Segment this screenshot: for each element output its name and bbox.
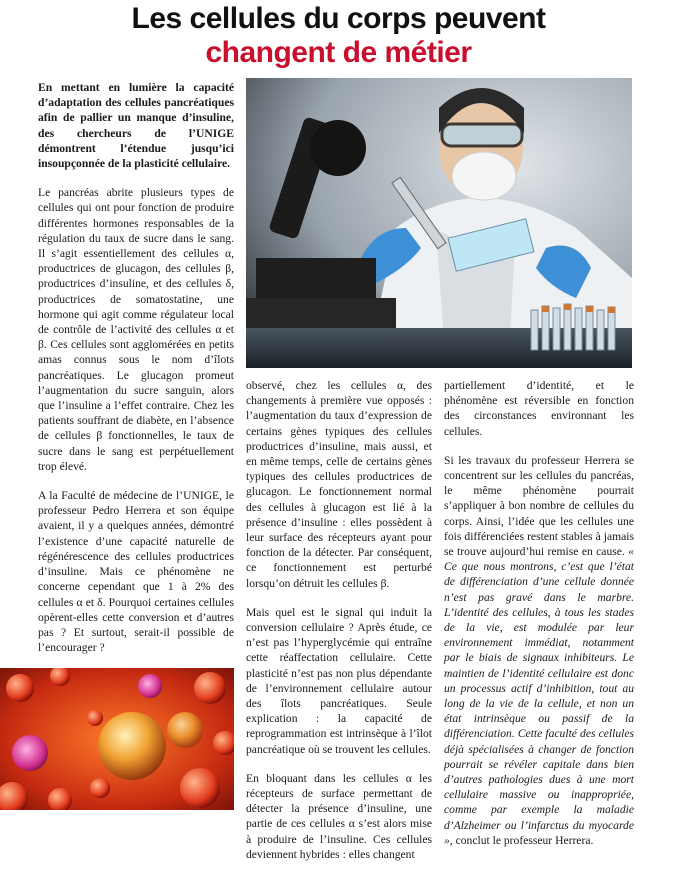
paragraph: A la Faculté de médecine de l’UNIGE, le professeur Pedro Herrera et son équipe avaient, il y a quelques années, démontré l’existence d’une capacité naturelle de régénérescence des cellules productrices d’insuline. Mais ce phénomène ne concerne cependant que 1 à 2% des cellules α et δ. Pourquoi certaines cellules opèrent-elles cette conversion et d’autres pas ? Et surtout, serait-il possible de l’encourager ? (38, 489, 234, 655)
lab-scientist-photo (246, 78, 632, 368)
cells-illustration (0, 668, 234, 810)
article-column-1 (38, 80, 234, 744)
paragraph: Mais quel est le signal qui induit la conversion cellulaire ? Après étude, ce n’est pas l’hyperglycémie qui entraîne cette réaffectation cellulaire. Cette plasticité n’est pas non plus dépendante de l’environnement cellulaire autour des îlots pancréatiques. Seule explication : la capacité de reprogrammation est intrinsèque à l’îlot pancréatique où se trouvent les cellules. (246, 605, 432, 756)
paragraph: En bloquant dans les cellules α les récepteurs de surface permettant de détecter la présence d’insuline, une partie de ces cellules α s’est alors mise à produire de l’insuline. Ces cellules deviennent hybrides : elles changent (246, 771, 432, 861)
paragraph: observé, chez les cellules α, des changements à première vue opposés : l’augmentation du taux d’expression de certains gènes typiques des cellules productrices d’insuline, mais aussi, et en même temps, celle de certains gènes typiques des cellules productrices de glucagon. Le fonctionnement normal des cellules à glucagon est lié à la présence d’insuline : elles possèdent à leur surface des récepteurs ayant pour fonction de la détecter. Par conséquent, ce fonctionnement est perturbé lorsqu’on détruit les cellules β. (246, 379, 432, 590)
quote-attribution: , conclut le professeur Herrera. (449, 833, 594, 847)
headline-line-2: changent de métier (205, 36, 472, 69)
herrera-quote: « Ce que nous montrons, c’est que l’état de différenciation d’une cellule donnée n’est pas gravé dans le marbre. L’identité des cellules, à tous les stades de la vie, est modulée par leur environnement immédiat, notamment par le biais de signaux inhibiteurs. Le maintien de l’identité cellulaire est donc un processus actif d’inhibition, tout au long de la vie de la cellule, et non un état intrinsèque ou passif de la différenciation. Cette faculté des cellules déjà spécialisées à changer de fonction pourrait se révéler capitale dans bien d’autres pathologies dues à une mort cellulaire massive ou inappropriée, comme par exemple la maladie d’Alzheimer ou l’infarctus du myocarde » (444, 545, 634, 847)
paragraph (444, 453, 634, 848)
article-column-2 (246, 378, 432, 876)
paragraph: Le pancréas abrite plusieurs types de cellules qui ont pour fonction de produire différentes hormones responsables de la régulation du taux de sucre dans le sang. Il s’agit essentiellement des cellules α, productrices de glucagon, des cellules β, productrices d’insuline, et des cellules δ, productrices de somatostatine, une hormone qui agit comme régulateur local de contrôle de l’activité des cellules α et β. Ces cellules sont agglomérées en petits amas connus sous le nom d’îlots pancréatiques. Le glucagon promeut l’augmentation du sucre sanguin, alors que l’insuline a l’effet contraire. Chez les patients souffrant de diabète, en l’absence de cellules β fonctionnelles, le taux de sucre dans le sang est perpétuellement trop élevé. (38, 186, 234, 473)
paragraph-text: Si les travaux du professeur Herrera se concentrent sur les cellules du pancréas, le même phénomène pourrait s’appliquer à bon nombre de cellules du corps. Ainsi, l’idée que les cellules une fois différenciées restent stables à jamais se trouve aujourd’hui remise en cause. (444, 453, 634, 559)
paragraph: partiellement d’identité, et le phénomène est réversible en fonction des circonstances environnant les cellules. (444, 379, 634, 438)
article-column-3 (444, 378, 634, 862)
lead-paragraph: En mettant en lumière la capacité d’adaptation des cellules pancréatiques afin de pallier un manque d’insuline, des chercheurs de l’UNIGE démontrent l’étendue jusqu’ici insoupçonnée de la plasticité cellulaire. (38, 81, 234, 171)
headline-line-1: Les cellules du corps peuvent (131, 2, 546, 35)
